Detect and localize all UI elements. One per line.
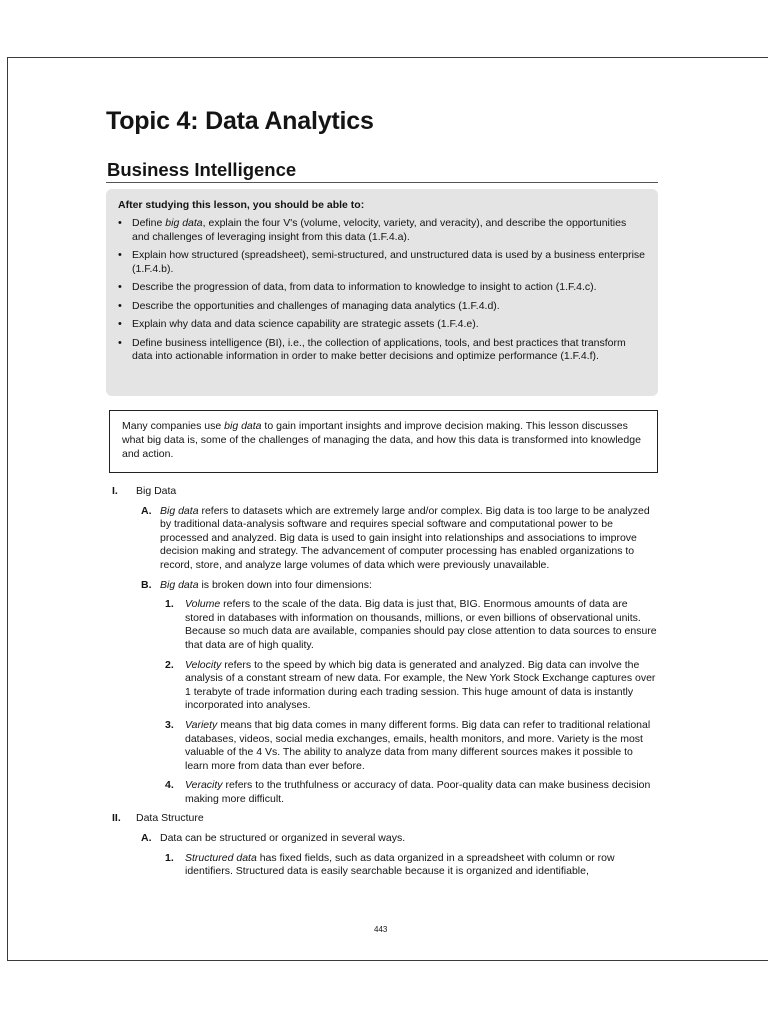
objective-item: • Describe the progression of data, from data to information to knowledge to insight to action (1.F.4.c). — [118, 281, 646, 295]
outline-marker: 4. — [165, 779, 174, 792]
lesson-intro-box: Many companies use big data to gain important insights and improve decision making. This lesson discusses what big data is, some of the challenges of managing the data, and how this data is transformed into knowledge and action. — [109, 410, 658, 473]
outline-marker: B. — [141, 578, 152, 591]
outline-item: A. Data can be structured or organized in several ways. — [141, 832, 406, 845]
objective-item: • Explain why data and data science capability are strategic assets (1.F.4.e). — [118, 318, 646, 332]
outline-marker: II. — [112, 812, 121, 825]
outline-item: B. Big data is broken down into four dimensions: — [141, 578, 372, 591]
outline-heading: Big Data — [136, 485, 177, 497]
objective-item: • Explain how structured (spreadsheet), semi-structured, and unstructured data is used by a business enterprise (1.F.4.b). — [118, 249, 646, 276]
outline-subitem-volume: 1. Volume refers to the scale of the data. Big data is just that, BIG. Enormous amounts of data are stored in databases with information on thousands, millions, or even billions of observational units. Because so much data are available, companies should pay close attention to data sources to ensure that data are of high quality. — [165, 598, 657, 651]
objectives-list — [118, 217, 646, 364]
outline-subitem-veracity: 4. Veracity refers to the truthfulness or accuracy of data. Poor-quality data can make business decision making more difficult. — [165, 779, 651, 805]
outline-marker: A. — [141, 832, 152, 845]
page-number: 443 — [374, 925, 388, 934]
objectives-intro: After studying this lesson, you should be able to: — [118, 199, 365, 211]
outline-marker: 1. — [165, 851, 174, 864]
outline-marker: I. — [112, 485, 118, 497]
outline-marker: 1. — [165, 598, 174, 611]
objective-item: • Define big data, explain the four V's (volume, velocity, variety, and veracity), and describe the opportunities and challenges of leveraging insight from this data (1.F.4.a). — [118, 217, 646, 244]
outline-subitem-variety: 3. Variety means that big data comes in many different forms. Big data can refer to traditional relational databases, videos, social media exchanges, emails, health monitors, and more. Variety is the most valuable of the 4 Vs. The ability to analyze data from many different sources makes it possible to learn more from data than ever before. — [165, 718, 651, 772]
outline-marker: 2. — [165, 658, 174, 671]
outline-subitem-velocity: 2. Velocity refers to the speed by which big data is generated and analyzed. Big data can involve the analysis of a constant stream of new data. For example, the New York Stock Exchange captures over 1 terabyte of trade information during each trading session. This huge amount of data is instantly incorporated into analyses. — [165, 658, 656, 712]
section-title: Business Intelligence — [107, 159, 297, 180]
outline-marker: 3. — [165, 718, 174, 731]
outline-item: A. Big data refers to datasets which are extremely large and/or complex. Big data is too large to be analyzed by traditional data-analysis software and requires special software and computational power to be processed and analyzed. Big data is used to gain insight into relationships and associations to improve decision making and strategy. The advancement of computer processing has enabled organizations to record, store, and analyze large volumes of data which were previously unavailable. — [141, 504, 650, 571]
outline-subitem-structured-data: 1. Structured data has fixed fields, such as data organized in a spreadsheet with column or row identifiers. Structured data is easily searchable because it is organized and identifiable, — [165, 851, 615, 878]
objective-item: • Define business intelligence (BI), i.e., the collection of applications, tools, and best practices that transform data into actionable information in order to make better decisions and optimize performance (1.F.4.f). — [118, 337, 646, 364]
outline-section-data-structure — [112, 812, 658, 826]
lesson-outline — [112, 485, 658, 885]
outline-section-big-data — [112, 485, 658, 499]
outline-heading: Data Structure — [136, 812, 204, 825]
page-title: Topic 4: Data Analytics — [106, 107, 374, 135]
objective-item: • Describe the opportunities and challenges of managing data analytics (1.F.4.d). — [118, 300, 646, 314]
outline-marker: A. — [141, 504, 152, 517]
learning-objectives-box — [106, 189, 658, 396]
section-divider — [106, 182, 658, 183]
